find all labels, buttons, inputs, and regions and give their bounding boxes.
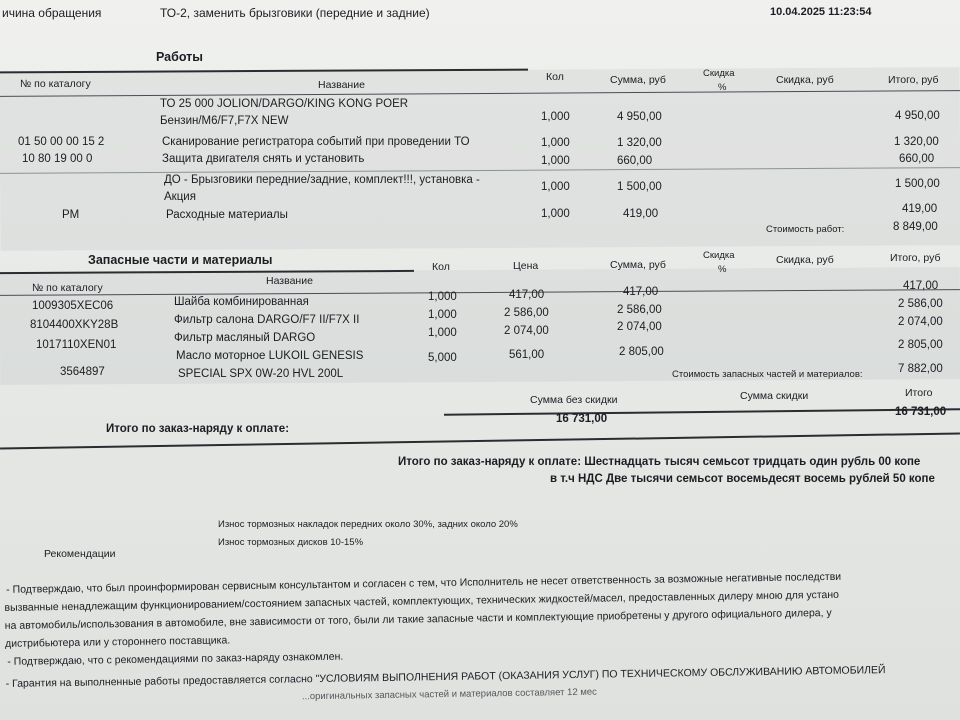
disclaimer-line: дистрибьютера или у стороннего поставщика. <box>4 634 231 650</box>
part-price: 561,00 <box>509 349 545 361</box>
part-catalog: 8104400XKY28B <box>30 319 119 331</box>
vat-in-words: в т.ч НДС Две тысячи семьсот восемьдесят восемь рублей 50 копе <box>550 473 935 485</box>
order-total-label: Итого по заказ-наряду к оплате: <box>106 423 290 435</box>
part-price: 2 586,00 <box>504 307 549 319</box>
works-col-discount-rub: Скидка, руб <box>776 74 834 86</box>
no-discount-label: Сумма без скидки <box>530 394 618 406</box>
parts-col-total: Итого, руб <box>890 252 941 264</box>
parts-table-shade <box>0 267 960 385</box>
work-catalog: PM <box>62 209 80 221</box>
works-col-total: Итого, руб <box>888 74 939 86</box>
disclaimer-line: вызванные ненадлежащим функционированием/состоянием запасных частей, комплектующих, технических жидкостей/масел, предоставленных дилеру мною для устано <box>4 588 840 614</box>
part-qty: 1,000 <box>428 327 457 339</box>
parts-col-price: Цена <box>513 260 539 272</box>
work-qty: 1,000 <box>541 137 570 149</box>
work-total: 1 320,00 <box>894 136 939 148</box>
part-total: 2 805,00 <box>898 339 943 351</box>
works-col-discount-pct: Скидка <box>703 68 735 79</box>
works-col-qty: Кол <box>546 71 564 83</box>
works-col-catalog: № по каталогу <box>20 78 91 90</box>
works-subtotal-value: 8 849,00 <box>893 221 938 233</box>
parts-col-discount-rub: Скидка, руб <box>776 254 834 266</box>
works-section-title: Работы <box>156 50 203 64</box>
part-name-cont: SPECIAL SPX 0W-20 HVL 200L <box>178 368 344 380</box>
recommendation-line: Износ тормозных накладок передних около 30%, задних около 20% <box>218 519 518 530</box>
parts-col-name: Название <box>266 275 313 287</box>
part-sum: 2 586,00 <box>617 304 662 316</box>
work-sum: 1 500,00 <box>617 181 662 193</box>
work-total: 1 500,00 <box>895 178 940 190</box>
disclaimer-line: - Гарантия на выполненные работы предоставляется согласно "УСЛОВИЯМ ВЫПОЛНЕНИЯ РАБОТ (ОКАЗАНИЯ УСЛУГ) ПО ТЕХНИЧЕСКОМУ ОБСЛУЖИВАНИЮ АВТОМОБИЛЕЙ <box>5 664 886 690</box>
work-name: Защита двигателя снять и установить <box>162 153 365 165</box>
part-sum: 2 805,00 <box>619 346 664 358</box>
parts-col-qty: Кол <box>432 261 450 273</box>
part-total: 2 586,00 <box>898 298 943 310</box>
part-name: Фильтр масляный DARGO <box>174 332 316 344</box>
part-catalog: 3564897 <box>60 366 105 378</box>
part-total: 2 074,00 <box>898 316 943 328</box>
recommendation-line: Износ тормозных дисков 10-15% <box>218 537 364 548</box>
work-total: 419,00 <box>902 203 938 215</box>
part-catalog: 1017110XEN01 <box>36 339 117 351</box>
parts-col-discount-pct-sign: % <box>718 264 727 275</box>
works-col-name: Название <box>318 79 365 91</box>
work-name: Сканирование регистратора событий при проведении ТО <box>162 136 470 148</box>
part-price: 2 074,00 <box>504 325 549 337</box>
discount-sum-label: Сумма скидки <box>740 390 809 402</box>
part-qty: 1,000 <box>428 309 457 321</box>
order-total-in-words: Итого по заказ-наряду к оплате: Шестнадцать тысяч семьсот тридцать один рубль 00 копе <box>398 456 921 468</box>
disclaimer-line: ...оригинальных запасных частей и материалов составляет 12 мес <box>301 686 597 703</box>
request-reason-label: ичина обращения <box>2 6 102 20</box>
work-name: ТО 25 000 JOLION/DARGO/KING KONG POER <box>160 98 409 110</box>
parts-col-discount-pct: Скидка <box>703 250 735 261</box>
work-qty: 1,000 <box>541 111 570 123</box>
part-name: Фильтр салона DARGO/F7 II/F7X II <box>174 314 360 326</box>
work-catalog: 01 50 00 00 15 2 <box>18 136 105 148</box>
parts-subtotal-value: 7 882,00 <box>898 363 943 375</box>
work-name-cont: Акция <box>164 191 196 203</box>
parts-section-title: Запасные части и материалы <box>88 253 273 267</box>
work-name: Расходные материалы <box>166 209 288 221</box>
work-total: 660,00 <box>899 153 935 165</box>
disclaimer-line: - Подтверждаю, что с рекомендациями по заказ-наряду ознакомлен. <box>7 650 344 668</box>
work-qty: 1,000 <box>541 155 570 167</box>
works-col-discount-pct-sign: % <box>718 82 727 93</box>
total-label: Итого <box>905 387 933 399</box>
part-name: Масло моторное LUKOIL GENESIS <box>176 350 364 362</box>
work-catalog: 10 80 19 00 0 <box>22 153 93 165</box>
disclaimer-line: на автомобиль/использования в автомобиле, вне зависимости от того, были ли такие запасные части и комплектующие приобретены у другого официального дилера, у <box>4 606 832 632</box>
parts-col-sum: Сумма, руб <box>610 259 666 271</box>
work-qty: 1,000 <box>541 181 570 193</box>
totals-bottom-rule <box>0 432 960 449</box>
document-datetime: 10.04.2025 11:23:54 <box>770 6 872 18</box>
work-sum: 419,00 <box>623 208 659 220</box>
disclaimer-line: - Подтверждаю, что был проинформирован сервисным консультантом и согласен с тем, что Исполнитель не несет ответственность за возможные негативные последстви <box>6 570 842 596</box>
disclaimer-block <box>0 563 960 720</box>
recommendations-label: Рекомендации <box>44 548 116 560</box>
part-sum: 2 074,00 <box>617 321 662 333</box>
part-qty: 5,000 <box>428 352 457 364</box>
works-subtotal-label: Стоимость работ: <box>766 224 845 235</box>
part-catalog: 1009305XEC06 <box>32 300 114 312</box>
works-col-sum: Сумма, руб <box>610 74 666 86</box>
parts-subtotal-label: Стоимость запасных частей и материалов: <box>672 369 863 380</box>
parts-col-catalog: № по каталогу <box>32 282 103 294</box>
part-total: 417,00 <box>903 280 939 292</box>
work-sum: 4 950,00 <box>617 111 662 123</box>
totals-top-rule <box>444 408 960 415</box>
work-total: 4 950,00 <box>895 110 940 122</box>
work-sum: 660,00 <box>617 155 653 167</box>
work-qty: 1,000 <box>541 208 570 220</box>
part-qty: 1,000 <box>428 291 457 303</box>
no-discount-value: 16 731,00 <box>556 413 608 425</box>
work-sum: 1 320,00 <box>617 137 662 149</box>
order-total-value: 16 731,00 <box>895 406 947 418</box>
request-reason-value: ТО-2, заменить брызговики (передние и задние) <box>160 6 430 20</box>
work-name: ДО - Брызговики передние/задние, комплект!!!, установка - <box>164 174 480 186</box>
part-price: 417,00 <box>509 289 545 301</box>
work-name-cont: Бензин/M6/F7,F7X NEW <box>160 115 289 127</box>
part-name: Шайба комбинированная <box>174 296 309 308</box>
part-sum: 417,00 <box>623 286 659 298</box>
